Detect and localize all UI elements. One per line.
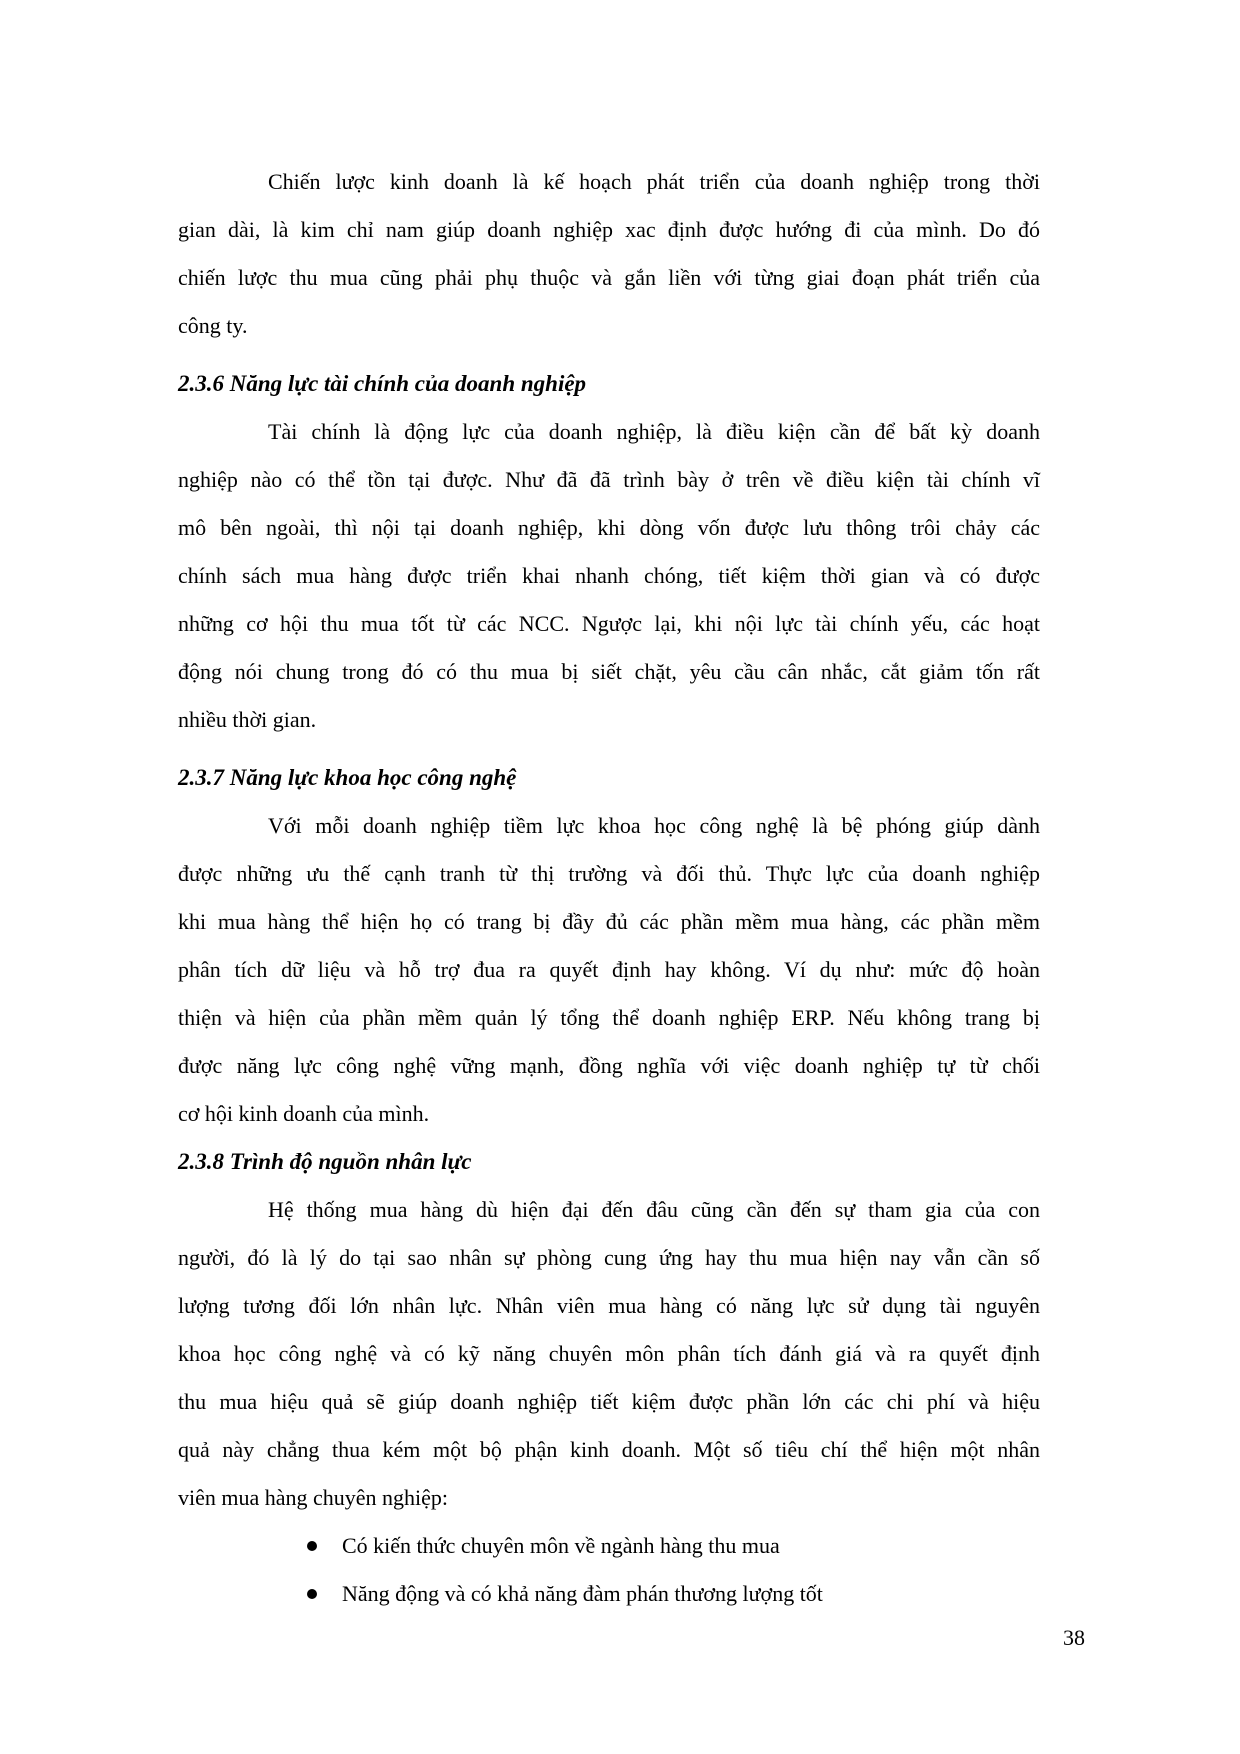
paragraph — [178, 802, 1040, 1138]
text-line: được những ưu thế cạnh tranh từ thị trường và đối thủ. Thực lực của doanh nghiệp — [178, 861, 1040, 886]
text-line: chính sách mua hàng được triển khai nhanh chóng, tiết kiệm thời gian và có được — [178, 563, 1040, 588]
bullet-dot-icon — [307, 1541, 317, 1551]
bullet-item — [178, 1522, 1040, 1570]
text-line: Hệ thống mua hàng dù hiện đại đến đâu cũng cần đến sự tham gia của con — [268, 1197, 1040, 1222]
text-line: mô bên ngoài, thì nội tại doanh nghiệp, khi dòng vốn được lưu thông trôi chảy các — [178, 515, 1040, 540]
text-line: những cơ hội thu mua tốt từ các NCC. Ngược lại, khi nội lực tài chính yếu, các hoạt — [178, 611, 1040, 636]
text-line: thu mua hiệu quả sẽ giúp doanh nghiệp tiết kiệm được phần lớn các chi phí và hiệu — [178, 1389, 1040, 1414]
text-line: Tài chính là động lực của doanh nghiệp, là điều kiện cần để bất kỳ doanh — [268, 419, 1040, 444]
text-line: động nói chung trong đó có thu mua bị siết chặt, yêu cầu cân nhắc, cắt giảm tốn rất — [178, 659, 1040, 684]
page-number: 38 — [1063, 1625, 1085, 1650]
bullet-dot-icon — [307, 1589, 317, 1599]
paragraph — [178, 158, 1040, 350]
text-line: thiện và hiện của phần mềm quản lý tổng thể doanh nghiệp ERP. Nếu không trang bị — [178, 1005, 1040, 1030]
text-line: quả này chẳng thua kém một bộ phận kinh doanh. Một số tiêu chí thể hiện một nhân — [178, 1437, 1040, 1462]
text-line: người, đó là lý do tại sao nhân sự phòng cung ứng hay thu mua hiện nay vẫn cần số — [178, 1245, 1040, 1270]
text-line: Với mỗi doanh nghiệp tiềm lực khoa học công nghệ là bệ phóng giúp dành — [268, 813, 1040, 838]
bullet-text: Năng động và có khả năng đàm phán thương lượng tốt — [342, 1581, 823, 1606]
text-line: khi mua hàng thể hiện họ có trang bị đầy đủ các phần mềm mua hàng, các phần mềm — [178, 909, 1040, 934]
text-line: Chiến lược kinh doanh là kế hoạch phát triển của doanh nghiệp trong thời — [268, 169, 1040, 194]
paragraph — [178, 408, 1040, 744]
text-line: phân tích dữ liệu và hỗ trợ đua ra quyết định hay không. Ví dụ như: mức độ hoàn — [178, 957, 1040, 982]
text-line: viên mua hàng chuyên nghiệp: — [178, 1485, 449, 1510]
text-line: khoa học công nghệ và có kỹ năng chuyên môn phân tích đánh giá và ra quyết định — [178, 1341, 1040, 1366]
section-heading: 2.3.6 Năng lực tài chính của doanh nghiệp — [178, 371, 587, 396]
text-line: công ty. — [178, 313, 248, 338]
bullet-text: Có kiến thức chuyên môn về ngành hàng thu mua — [342, 1533, 780, 1558]
section-heading: 2.3.7 Năng lực khoa học công nghệ — [178, 765, 517, 790]
text-line: chiến lược thu mua cũng phải phụ thuộc và gắn liền với từng giai đoạn phát triển của — [178, 265, 1040, 290]
text-line: cơ hội kinh doanh của mình. — [178, 1101, 430, 1126]
document-content — [178, 158, 1040, 1618]
text-line: nhiều thời gian. — [178, 707, 317, 732]
text-line: được năng lực công nghệ vững mạnh, đồng nghĩa với việc doanh nghiệp tự từ chối — [178, 1053, 1040, 1078]
text-line: gian dài, là kim chỉ nam giúp doanh nghiệp xac định được hướng đi của mình. Do đó — [178, 217, 1040, 242]
bullet-item — [178, 1570, 1040, 1618]
section-heading: 2.3.8 Trình độ nguồn nhân lực — [178, 1149, 472, 1174]
text-line: nghiệp nào có thể tồn tại được. Như đã đã trình bày ở trên về điều kiện tài chính vĩ — [178, 467, 1040, 492]
paragraph — [178, 1186, 1040, 1522]
text-line: lượng tương đối lớn nhân lực. Nhân viên mua hàng có năng lực sử dụng tài nguyên — [178, 1293, 1040, 1318]
